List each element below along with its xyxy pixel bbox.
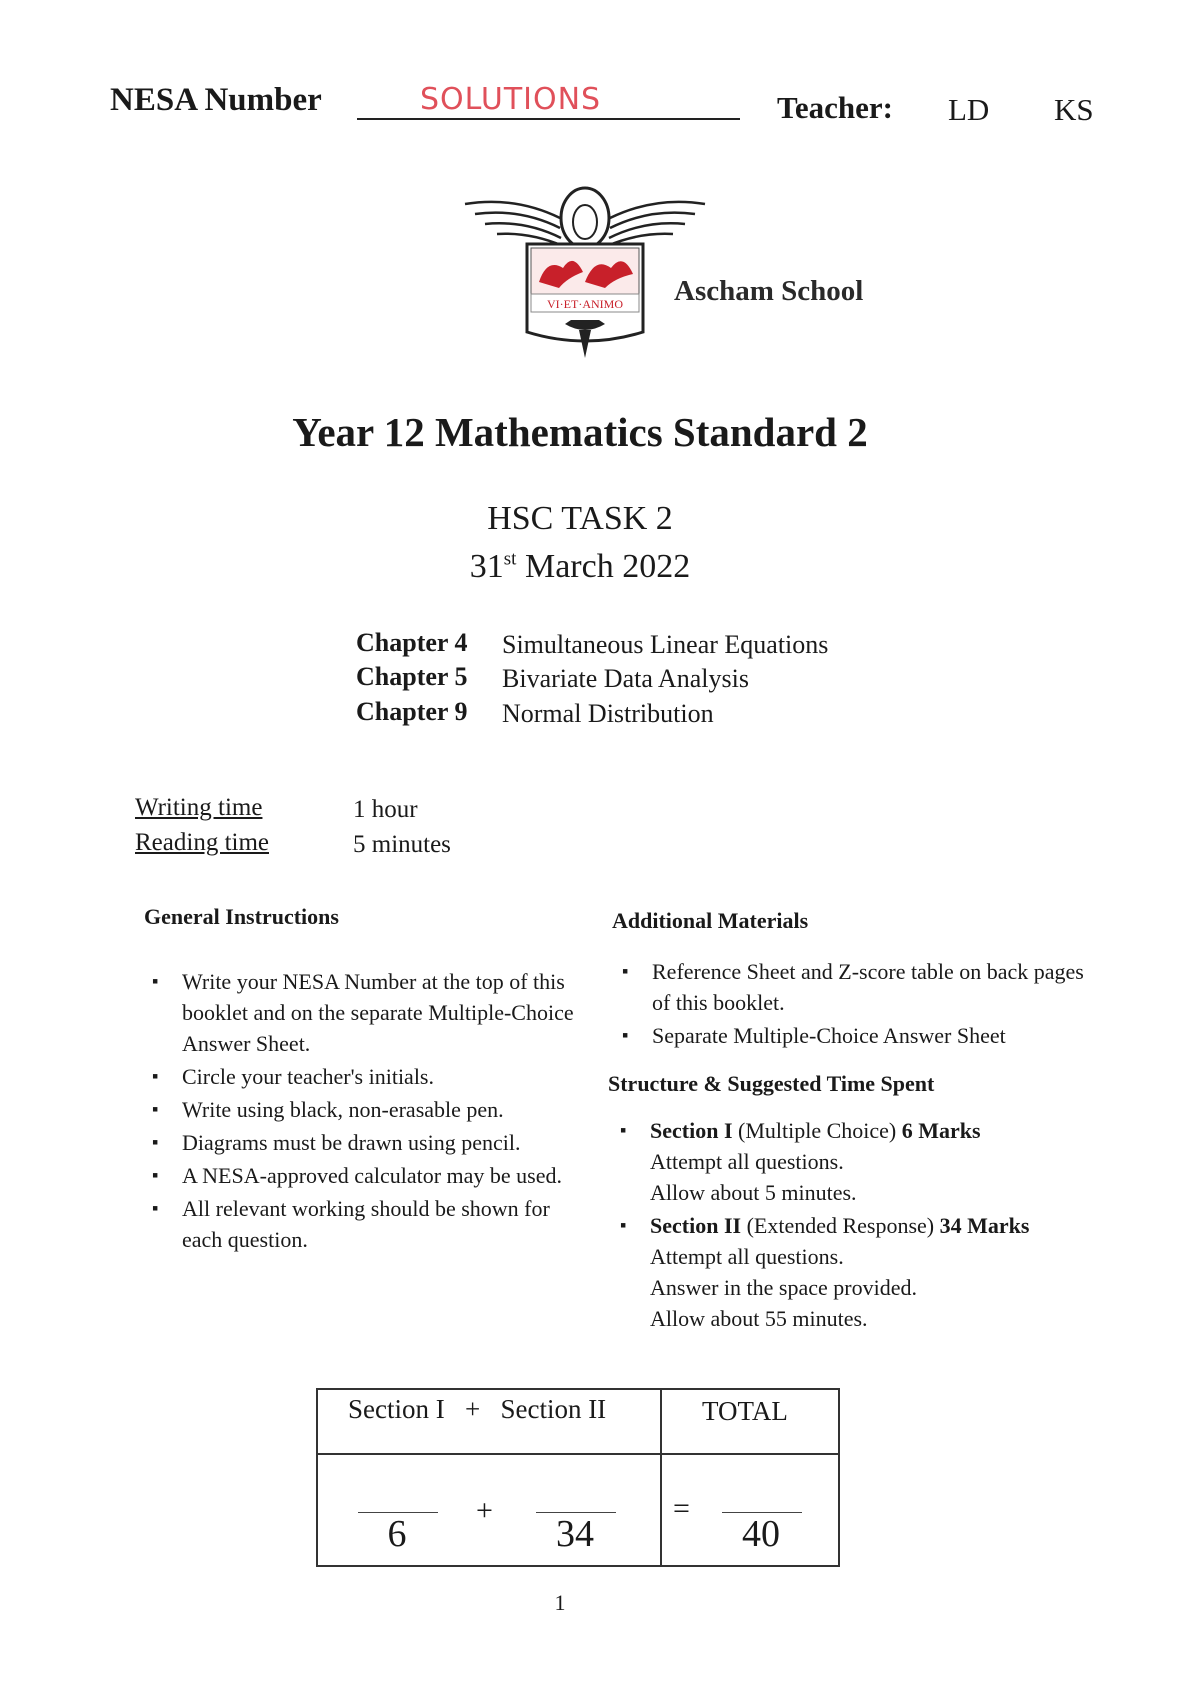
list-item: ▪ A NESA-approved calculator may be used. [152,1160,577,1191]
teacher-option-ks: KS [1054,92,1094,127]
section-marks: 6 Marks [901,1118,981,1143]
list-item: ▪ All relevant working should be shown for each question. [152,1193,577,1255]
plus-sign: + [476,1494,493,1527]
additional-materials-heading: Additional Materials [612,908,809,933]
section-type: (Multiple Choice) [732,1118,902,1143]
section-marks: 34 Marks [939,1213,1030,1238]
school-name: Ascham School [674,275,864,307]
chapter-label: Chapter 5 [356,662,468,691]
writing-time-value: 1 hour [353,796,418,823]
reading-time-value: 5 minutes [353,831,451,858]
total-header: TOTAL [702,1396,788,1426]
section-name: Section I [650,1118,733,1143]
chapter-topic: Simultaneous Linear Equations [502,630,829,659]
page-number: 1 [554,1590,566,1615]
writing-time-label: Writing time [135,794,263,821]
section-instruction: Allow about 5 minutes. [650,1180,857,1205]
structure-heading: Structure & Suggested Time Spent [608,1071,935,1096]
section-name: Section II [650,1213,742,1238]
list-item: ▪ Diagrams must be drawn using pencil. [152,1127,577,1158]
date-suffix: st [503,548,517,570]
table-divider [660,1388,662,1565]
exam-date [0,548,1160,586]
list-item: ▪ Write your NESA Number at the top of this booklet and on the separate Multiple-Choice Answer Sheet. [152,966,577,1059]
list-item: ▪ Reference Sheet and Z-score table on back pages of this booklet. [622,956,1097,1018]
general-instructions-list [152,966,577,1257]
teacher-option-ld: LD [948,92,990,127]
task-name: HSC TASK 2 [487,500,673,537]
section-item [620,1115,1100,1208]
general-instructions-heading: General Instructions [144,904,339,929]
chapter-topic: Bivariate Data Analysis [502,664,749,693]
sections-header: Section I + Section II [348,1394,607,1424]
teacher-label: Teacher: [777,90,893,125]
structure-list [620,1115,1100,1336]
section1-marks: 6 [387,1513,407,1555]
section2-marks: 34 [556,1513,594,1555]
equals-sign: = [673,1492,690,1525]
crest-motto: VI·ET·ANIMO [547,297,623,311]
additional-materials-list [622,956,1097,1053]
list-item: ▪ Separate Multiple-Choice Answer Sheet [622,1020,1097,1051]
nesa-number-value: SOLUTIONS [420,82,602,117]
date-day: 31 [469,548,504,585]
date-rest: March 2022 [516,548,691,585]
total-marks: 40 [742,1513,780,1555]
list-item: ▪ Write using black, non-erasable pen. [152,1094,577,1125]
reading-time-label: Reading time [135,829,269,856]
nesa-number-line [357,118,740,120]
section-instruction: Answer in the space provided. [650,1275,917,1300]
section-type: (Extended Response) [741,1213,940,1238]
chapter-label: Chapter 9 [356,697,468,726]
page-title: Year 12 Mathematics Standard 2 [292,409,868,455]
section-instruction: Allow about 55 minutes. [650,1306,868,1331]
section-item [620,1210,1100,1334]
chapter-label: Chapter 4 [356,628,468,657]
table-divider [316,1453,838,1455]
section-instruction: Attempt all questions. [650,1244,844,1269]
section-instruction: Attempt all questions. [650,1149,844,1174]
nesa-number-label: NESA Number [110,82,322,118]
chapter-topic: Normal Distribution [502,699,714,728]
list-item: ▪ Circle your teacher's initials. [152,1061,577,1092]
